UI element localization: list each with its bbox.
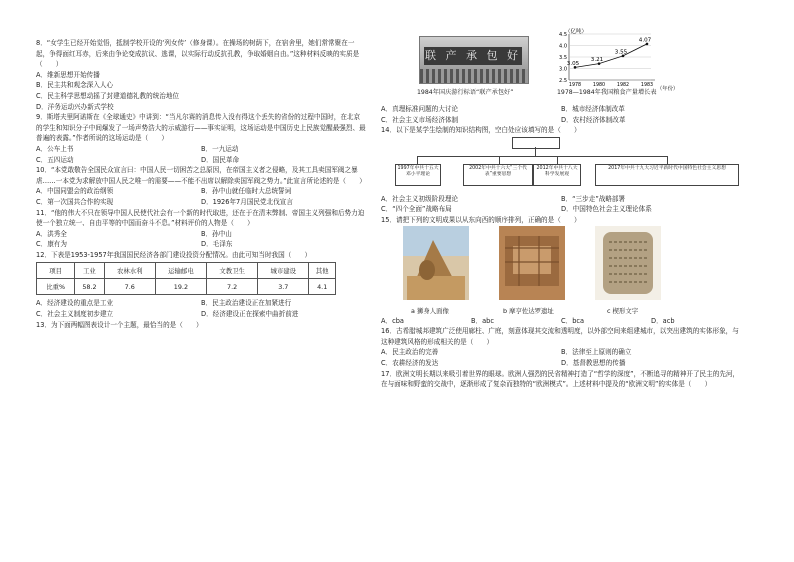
chart-caption: 1978—1984年我国粮食产量增长表 <box>557 89 657 96</box>
option-b[interactable]: B．一九运动 <box>201 144 239 153</box>
x-tick-label: 1978 <box>568 83 582 88</box>
data-label: 3.21 <box>590 57 604 64</box>
table-cell: 7.2 <box>207 279 258 295</box>
question-11 <box>36 208 366 250</box>
diagram-box-1997: 1997年中共十五大邓小平理论 <box>395 164 441 186</box>
options <box>36 70 366 112</box>
left-column <box>36 38 366 330</box>
question-text: 13．为下面两幅图表设计一个主题，最恰当的是（ ） <box>36 320 203 329</box>
table-header-cell: 文教卫生 <box>207 263 258 279</box>
investment-table <box>36 262 336 295</box>
option-d[interactable]: D．毛泽东 <box>201 240 233 249</box>
diagram-connector <box>557 156 558 164</box>
image-caption-c: c 楔形文字 <box>607 306 639 315</box>
x-tick-label: 1983 <box>640 83 654 88</box>
table-cell: 58.2 <box>75 279 104 295</box>
diagram-connector <box>535 147 536 156</box>
question-text: 14．以下是某学生绘制的知识结构图，空白处应该填写的是（ ） <box>381 126 581 135</box>
table-cell: 3.7 <box>258 279 309 295</box>
x-tick-label: 1980 <box>592 83 606 88</box>
option-a[interactable]: A．公车上书 <box>36 144 74 153</box>
option-a[interactable]: A．中国同盟会的政治纲领 <box>36 187 114 196</box>
diagram-connector <box>417 156 418 164</box>
option-b[interactable]: B．abc <box>471 316 494 325</box>
option-c[interactable]: C．社会主义制度初步建立 <box>36 310 114 319</box>
option-b[interactable]: B．“三步走”战略部署 <box>561 194 626 203</box>
crowd-image <box>420 69 528 83</box>
question-13-figures <box>381 30 741 110</box>
option-a[interactable]: A．cba <box>381 316 404 325</box>
mohenjo-daro-image <box>499 226 565 300</box>
photo-caption: 1984年国庆游行标语“联产承包好” <box>417 89 514 96</box>
option-c[interactable]: C．“四个全面”战略布局 <box>381 205 452 214</box>
option-c[interactable]: C．bca <box>561 316 585 325</box>
option-b[interactable]: B．孙中山就任临时大总统誓词 <box>201 187 292 196</box>
option-b[interactable]: B．民主共和观念深入人心 <box>36 81 114 90</box>
y-tick-label: 3.0 <box>559 66 567 73</box>
diagram-connector <box>499 156 500 164</box>
question-text: 15．请把下列的文明成果以从东向西的顺序排列，正确的是（ ） <box>381 215 581 224</box>
question-text: 16．古希腊城邦建筑广泛使用廊柱、广庭，刻意体现其交流和透明度，以外部空间来组建城市，以突出建筑的实体形象，与这种建筑风格的形成相关的是（ ） <box>381 327 739 346</box>
diagram-blank-box <box>512 137 560 149</box>
table-header-row <box>37 263 336 279</box>
data-label: 3.05 <box>566 60 580 67</box>
table-row <box>37 279 336 295</box>
question-13 <box>36 320 366 331</box>
diagram-connector <box>417 156 667 157</box>
option-d[interactable]: D．acb <box>651 316 675 325</box>
civilization-images <box>381 226 741 326</box>
option-a[interactable]: A．洪秀全 <box>36 229 67 238</box>
question-15 <box>381 215 741 326</box>
table-header-cell: 城市建设 <box>258 263 309 279</box>
table-cell: 7.6 <box>104 279 155 295</box>
option-c[interactable]: C．农耕经济的发达 <box>381 358 439 367</box>
series-line <box>575 44 647 67</box>
option-d[interactable]: D．国民革命 <box>201 155 240 164</box>
option-c[interactable]: C．社会主义市场经济体制 <box>381 115 459 124</box>
table-header-cell: 其他 <box>309 263 336 279</box>
option-d[interactable]: D．经济建设正在探索中曲折前进 <box>201 310 299 319</box>
diagram-box-2017: 2017年中共十九大习近平新时代中国特色社会主义思想 <box>595 164 739 186</box>
option-a[interactable]: A．真理标准问题的大讨论 <box>381 105 459 113</box>
option-b[interactable]: B．法律至上原则的确立 <box>561 348 632 357</box>
option-a[interactable]: A．社会主义初级阶段理论 <box>381 194 459 203</box>
table-cell: 19.2 <box>155 279 206 295</box>
options <box>36 144 366 165</box>
image-caption-b: b 摩亨佐达罗遗址 <box>503 306 554 315</box>
option-c[interactable]: C．五四运动 <box>36 155 74 164</box>
option-b[interactable]: B．孙中山 <box>201 229 232 238</box>
diagram-connector <box>667 156 668 164</box>
option-d[interactable]: D．1926年7月国民党北伐宣言 <box>201 197 293 206</box>
table-header-cell: 工业 <box>75 263 104 279</box>
table-cell: 比重% <box>37 279 75 295</box>
cuneiform-tablet-image <box>595 226 661 300</box>
option-c[interactable]: C．民主科学思想动摇了封建道德礼教的统治地位 <box>36 91 180 100</box>
question-16 <box>381 326 741 368</box>
x-tick-label: 1982 <box>616 83 630 88</box>
diagram-box-2012: 2012年中共十八大科学发展观 <box>533 164 581 186</box>
question-10 <box>36 165 366 207</box>
sphinx-image <box>403 226 469 300</box>
photo-banner: 联 产 承 包 好 <box>424 47 522 65</box>
chart-xunit-label: （年份） <box>657 86 679 92</box>
question-14 <box>381 125 741 215</box>
diagram-box-2002: 2002年中共十六大“三个代表”重要思想 <box>463 164 533 186</box>
chart-unit-label: （亿吨） <box>565 29 588 35</box>
option-b[interactable]: B．民主政治建设正在加紧进行 <box>201 299 292 308</box>
table-header-cell: 农林水利 <box>104 263 155 279</box>
table-header-cell: 项目 <box>37 263 75 279</box>
question-8 <box>36 38 366 112</box>
question-text: 10．“本党敢敬告全国民众宣言曰：中国人民一切困苦之总原因，在帝国主义者之侵略，及其工具卖国军阀之暴虐……一本党为求解放中国人民之唯一的需要——不能不出席以解除卖国军阀之势力。”此宣言所论述的是（ ） <box>36 166 366 185</box>
knowledge-structure-diagram <box>381 136 741 198</box>
options <box>36 186 366 207</box>
question-17 <box>381 369 741 390</box>
options <box>36 229 366 250</box>
image-caption-a: a 狮身人面像 <box>411 306 449 315</box>
question-text: 12．下表是1953-1957年我国国民经济各部门建设投资分配情况。由此可知当时我国（ ） <box>36 250 312 259</box>
question-text: 17．欧洲文明长期以来吸引着世界的眼球。欧洲人强烈的民省精神打造了“哲学的深度”，不断追寻的精神开了民主的先河，在与面味和野蛮的交战中，逐渐形成了复杂而独特的“欧洲模式”。上述材料中提及的“欧洲文明”的实体是（ ） <box>381 369 740 389</box>
question-text: 9．斯塔夫里阿诺斯在《全球通史》中讲到：“当凡尔赛的消息传入没有得这个丢失的省份的过程中国时，在北京的学生和知识分子中间爆发了一场声势浩大的示威游行——事实证明，这场运动是中国历史上民族觉醒最强烈、最普遍的表露。”作者所说的这场运动是（ ） <box>36 113 366 143</box>
right-column <box>381 30 741 390</box>
options <box>381 347 741 368</box>
parade-photo <box>419 36 529 84</box>
option-b[interactable]: B．城市经济体制改革 <box>561 105 625 113</box>
option-c[interactable]: C．第一次国共合作的实现 <box>36 197 114 206</box>
option-c[interactable]: C．康有为 <box>36 240 67 249</box>
option-a[interactable]: A．维新思想开始传播 <box>36 70 100 79</box>
grain-output-chart <box>539 26 689 92</box>
option-a[interactable]: A．民主政治的完善 <box>381 348 439 357</box>
question-9 <box>36 112 366 165</box>
option-d[interactable]: D．洋务运动兴办新式学校 <box>36 102 114 111</box>
y-tick-label: 2.5 <box>559 77 567 84</box>
option-d[interactable]: D．中国特色社会主义理论体系 <box>561 205 652 214</box>
option-a[interactable]: A．经济建设的重点是工业 <box>36 299 114 308</box>
question-text: 11．“他的伟大不只在领导中国人民使代社会有一个新的时代取进，还在于在清末弊制、帝国主义列强和后势力迫使一个独立统一、自由平等的中国而奋斗不息。”材料评价的人物是（ ） <box>36 208 365 228</box>
question-text: 8．“女学生已经开始觉悟，抵制学校开设的‘列女传’（修身课）。在操场的树荫下，在宿舍里，她们常常聚在一起，争得面红耳赤，后来由争论变成抗议、逃课，以实际行动反抗孔教，争取婚姻自由。”这种材料反映的实质是（ ） <box>36 39 360 69</box>
y-tick-label: 3.5 <box>559 54 567 61</box>
data-label: 3.55 <box>614 49 628 56</box>
chart-marks <box>567 37 652 68</box>
y-tick-label: 4.0 <box>559 43 567 50</box>
question-12 <box>36 250 366 320</box>
table-header-cell: 运输邮电 <box>155 263 206 279</box>
option-d[interactable]: D．基督教思想的传播 <box>561 358 626 367</box>
option-d[interactable]: D．农村经济体制改革 <box>561 115 626 124</box>
y-tick-label: 4.5 <box>559 31 567 38</box>
table-cell: 4.1 <box>309 279 336 295</box>
data-label: 4.07 <box>638 37 652 44</box>
options <box>36 298 366 319</box>
